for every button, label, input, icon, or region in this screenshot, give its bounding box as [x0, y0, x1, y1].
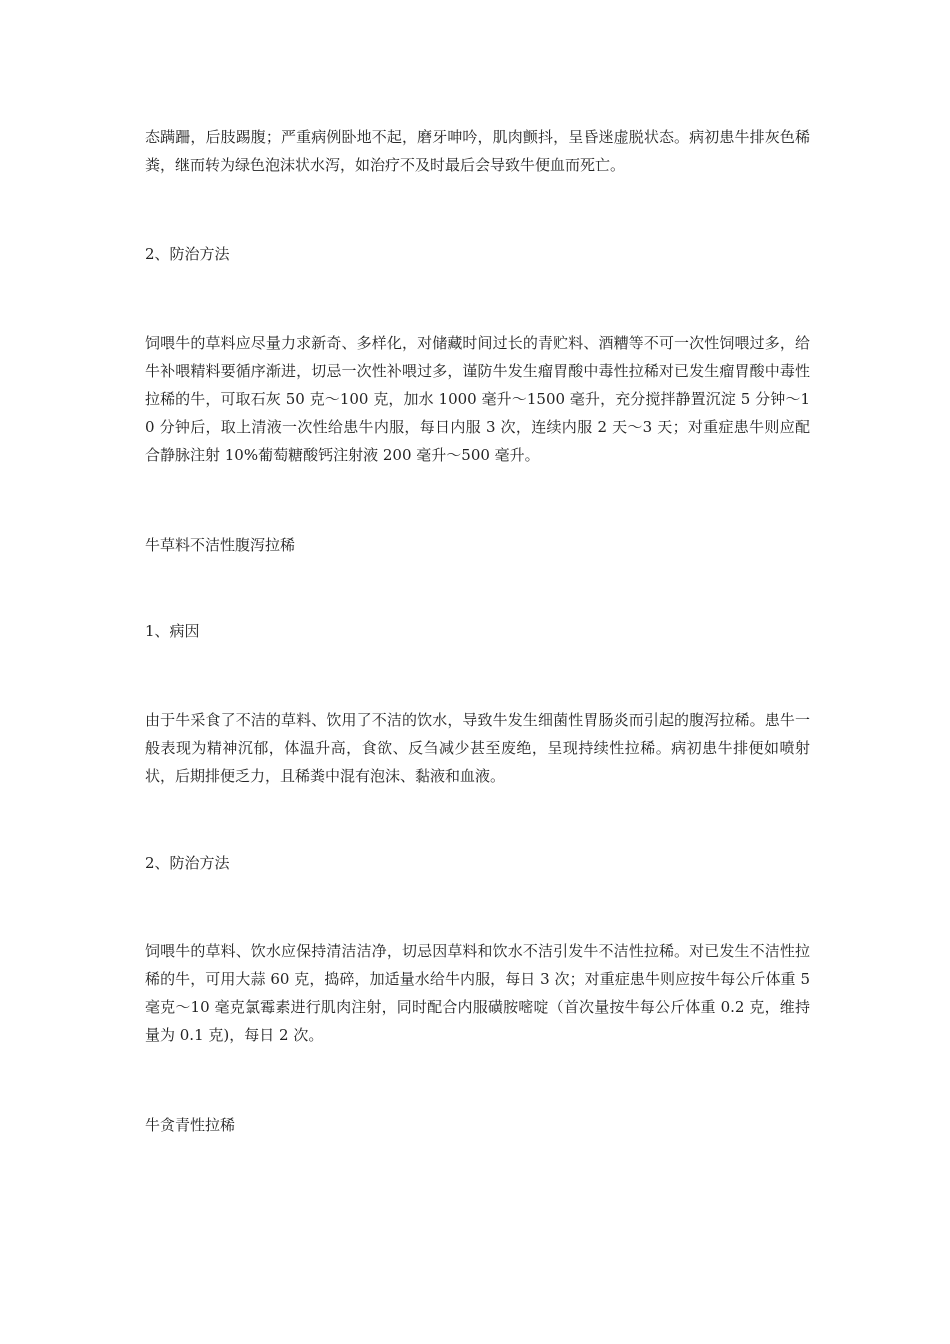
heading-cause: 1、病因	[145, 622, 200, 640]
heading-prevention-method-1: 2、防治方法	[145, 245, 230, 263]
paragraph-prevention-acidosis: 饲喂牛的草料应尽量力求新奇、多样化，对储藏时间过长的青贮料、酒糟等不可一次性饲喂过多，给牛补喂精料要循序渐进，切忌一次性补喂过多，谨防牛发生瘤胃酸中毒性拉稀对已发生瘤胃酸中毒性拉稀的牛，可取石灰 50 克～100 克，加水 1000 毫升～1500 毫升，充分搅拌静置沉淀 5 分钟～10 分钟后，取上清液一次性给患牛内服，每日内服 3 次，连续内服 2 天～3 天；对重症患牛则应配合静脉注射 10%葡萄糖酸钙注射液 200 毫升～500 毫升。	[145, 334, 810, 464]
paragraph-symptoms: 态蹒跚，后肢踢腹；严重病例卧地不起，磨牙呻吟，肌肉颤抖，呈昏迷虚脱状态。病初患牛排灰色稀粪，继而转为绿色泡沫状水泻，如治疗不及时最后会导致牛便血而死亡。	[145, 128, 810, 174]
paragraph-prevention-unclean: 饲喂牛的草料、饮水应保持清洁洁净，切忌因草料和饮水不洁引发牛不洁性拉稀。对已发生不洁性拉稀的牛，可用大蒜 60 克，捣碎，加适量水给牛内服，每日 3 次；对重症患牛则应按牛每公斤体重 5 毫克～10 毫克氯霉素进行肌肉注射，同时配合内服磺胺嘧啶（首次量按牛每公斤体重 0.2 克，维持量为 0.1 克)，每日 2 次。	[145, 942, 810, 1044]
section-title-unclean-feed-diarrhea: 牛草料不洁性腹泻拉稀	[145, 536, 296, 554]
section-title-greedy-green-diarrhea: 牛贪青性拉稀	[145, 1116, 236, 1134]
paragraph-cause: 由于牛采食了不洁的草料、饮用了不洁的饮水，导致牛发生细菌性胃肠炎而引起的腹泻拉稀。患牛一般表现为精神沉郁，体温升高，食欲、反刍减少甚至废绝，呈现持续性拉稀。病初患牛排便如喷射状，后期排便乏力，且稀粪中混有泡沫、黏液和血液。	[145, 711, 810, 785]
heading-prevention-method-2: 2、防治方法	[145, 854, 230, 872]
